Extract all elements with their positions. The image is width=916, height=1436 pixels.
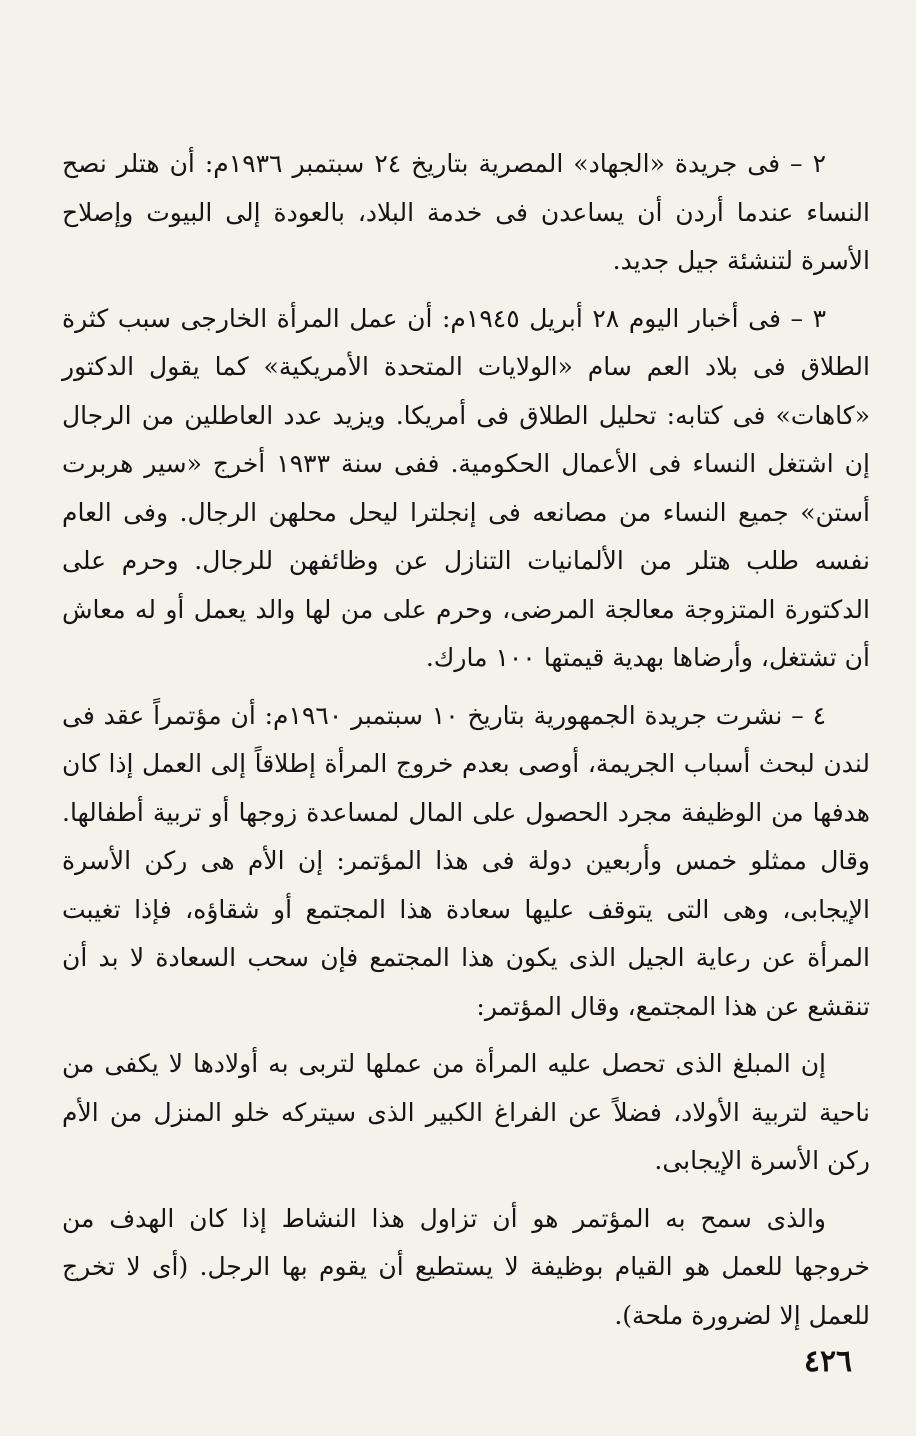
page-number: ٤٢٦ (803, 1344, 853, 1379)
paragraph-conclusion: والذى سمح به المؤتمر هو أن تزاول هذا النشاط إذا كان الهدف من خروجها للعمل هو القيام بوظيفة لا يستطيع أن يقوم بها الرجل. (أى لا تخرج للعمل إلا لضرورة ملحة). (62, 1203, 870, 1330)
paragraph-item-4: ٤ – نشرت جريدة الجمهورية بتاريخ ١٠ سبتمبر ١٩٦٠م: أن مؤتمراً عقد فى لندن لبحث أسباب الجريمة، أوصى بعدم خروج المرأة إطلاقاً إلى العمل إذا كان هدفها من الوظيفة مجرد الحصول على المال لمساعدة زوجها أو تربية أطفالها. وقال ممثلو خمس وأربعين دولة فى هذا المؤتمر: إن الأم هى ركن الأسرة الإيجابى، وهى التى يتوقف عليها سعادة هذا المجتمع أو شقاؤه، فإذا تغيبت المرأة عن رعاية الجيل الذى يكون هذا المجتمع فإن سحب السعادة لا بد أن تنقشع عن هذا المجتمع، وقال المؤتمر: (62, 700, 871, 1021)
paragraph-quote: إن المبلغ الذى تحصل عليه المرأة من عملها لتربى به أولادها لا يكفى من ناحية لتربية الأولاد، فضلاً عن الفراغ الكبير الذى سيتركه خلو المنزل من الأم ركن الأسرة الإيجابى. (62, 1049, 870, 1175)
paragraph-item-2: ٢ – فى جريدة «الجهاد» المصرية بتاريخ ٢٤ سبتمبر ١٩٣٦م: أن هتلر نصح النساء عندما أردن أن يساعدن فى خدمة البلاد، بالعودة إلى البيوت وإصلاح الأسرة لتنشئة جيل جديد. (62, 149, 870, 275)
body-text (62, 140, 870, 1349)
paragraph-item-3: ٣ – فى أخبار اليوم ٢٨ أبريل ١٩٤٥م: أن عمل المرأة الخارجى سبب كثرة الطلاق فى بلاد العم سام «الولايات المتحدة الأمريكية» كما يقول الدكتور «كاهات» فى كتابه: تحليل الطلاق فى أمريكا. ويزيد عدد العاطلين من الرجال إن اشتغل النساء فى الأعمال الحكومية. ففى سنة ١٩٣٣ أخرج «سير هربرت أستن» جميع النساء من مصانعه فى إنجلترا ليحل محلهن الرجال. وفى العام نفسه طلب هتلر من الألمانيات التنازل عن وظائفهن للرجال. وحرم على الدكتورة المتزوجة معالجة المرضى، وحرم على من لها والد يعمل أو له معاش أن تشتغل، وأرضاها بهدية قيمتها ١٠٠ مارك. (62, 303, 870, 672)
